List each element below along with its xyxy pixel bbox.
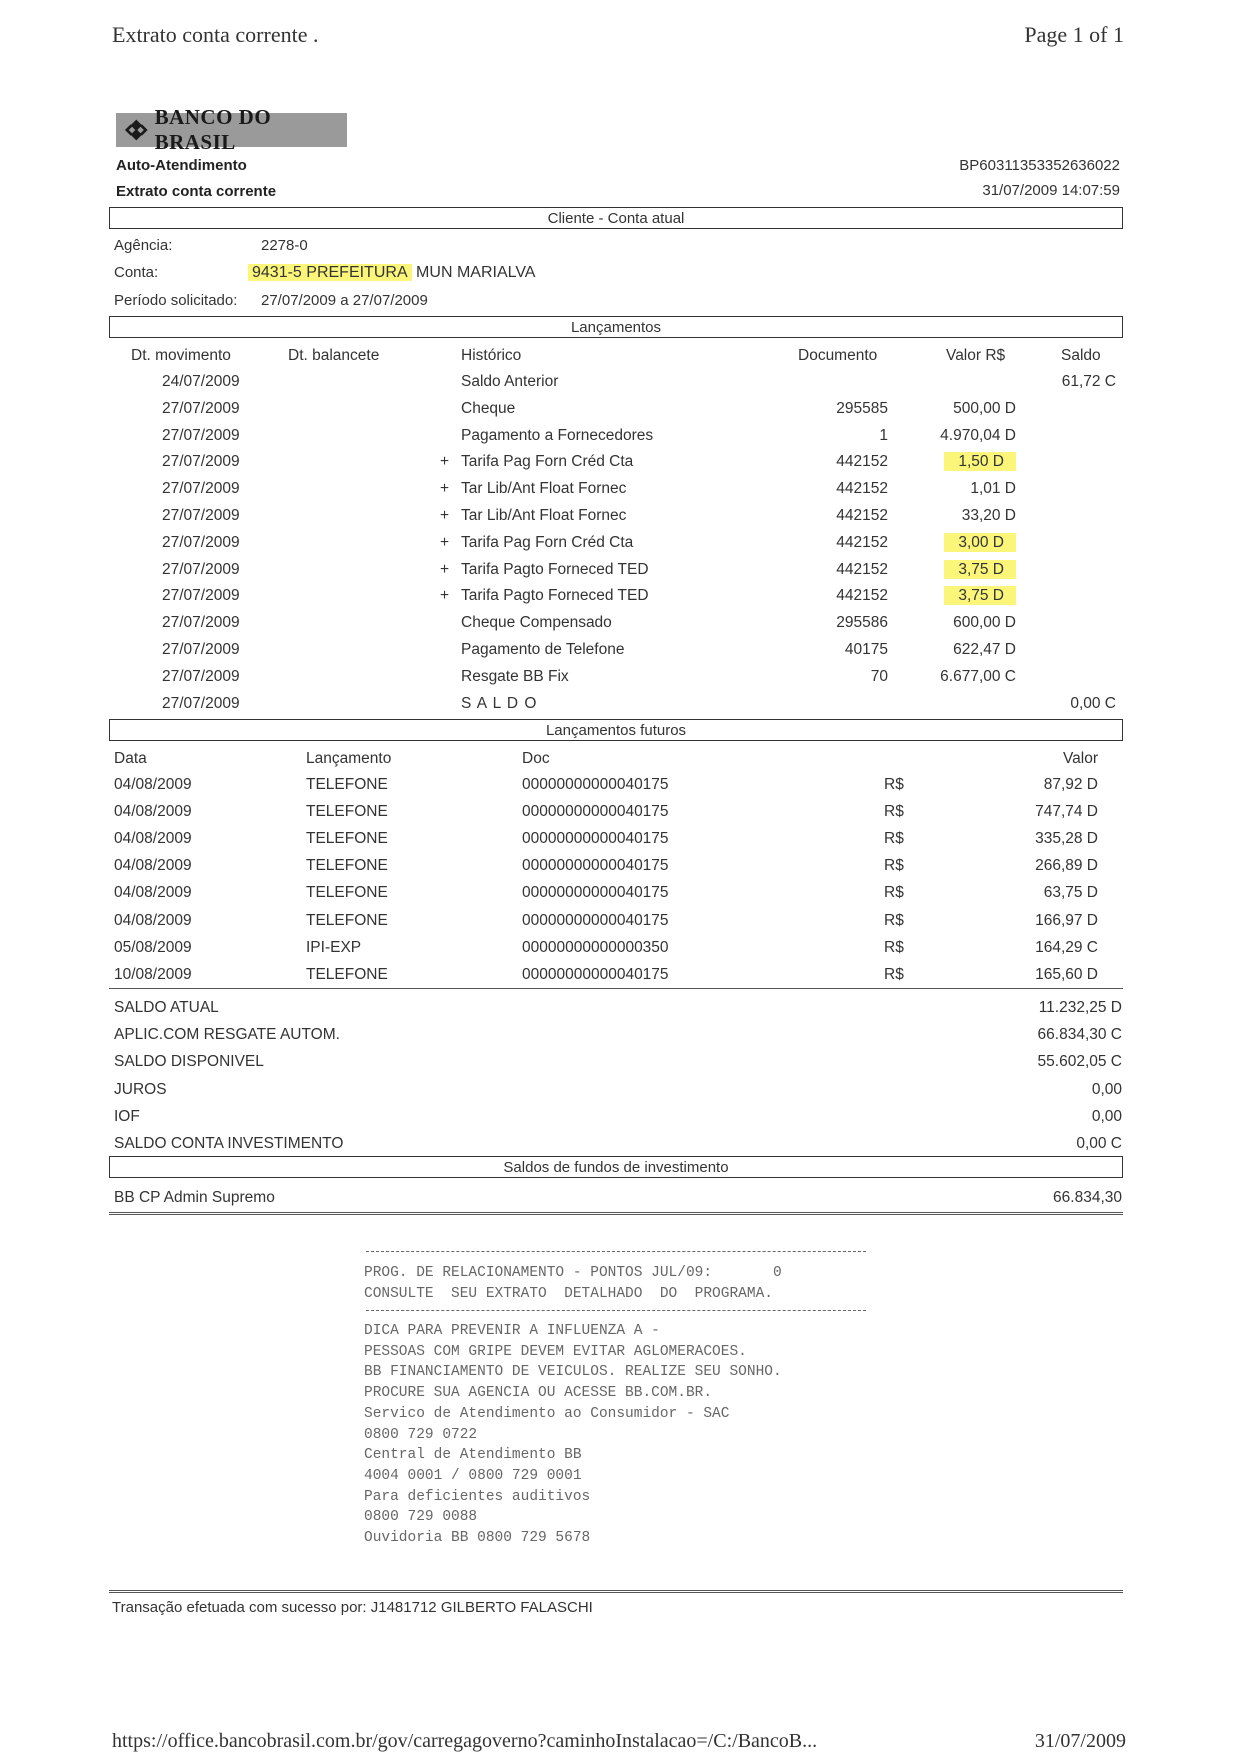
resumo-value: 0,00 C [1076,1135,1122,1152]
conta-number: 9431-5 PREFEITURA [248,264,412,281]
futuro-currency: R$ [884,911,904,929]
conta-name: MUN MARIALVA [411,264,536,281]
futuro-currency: R$ [884,884,904,902]
lancamento-date: 27/07/2009 [162,426,240,444]
lancamento-valor [940,664,1016,690]
section-fundos: Saldos de fundos de investimento [109,1156,1123,1178]
print-date: 31/07/2009 [1034,1730,1126,1752]
futuro-currency: R$ [884,938,904,956]
futuro-doc: 00000000000040175 [522,884,669,902]
lancamento-saldo: 0,00 C [1070,694,1116,712]
resumo-value: 0,00 [1091,1107,1122,1125]
fundos-divider [109,1212,1123,1215]
document-type: Extrato conta corrente [116,183,277,200]
lancamento-valor [944,557,1016,583]
lancamento-plus-sign: + [440,533,450,551]
lancamento-valor [953,637,1016,663]
futuro-currency: R$ [884,830,904,848]
logo-text: BANCO DO BRASIL [154,105,272,154]
conta-label: Conta: [114,264,159,281]
futuro-valor: 165,60 D [1035,965,1098,983]
futuro-data: 04/08/2009 [114,830,192,848]
futuro-lancamento: TELEFONE [306,803,388,821]
document-code: BP60311353352636022 [959,157,1120,174]
futuro-currency: R$ [884,965,904,983]
lancamento-valor [962,503,1016,529]
periodo-label: Período solicitado: [114,292,238,309]
lancamento-historico: Cheque Compensado [461,614,612,632]
header-dt-balancete: Dt. balancete [288,347,380,364]
lancamento-valor [944,583,1016,609]
lancamento-historico: Tar Lib/Ant Float Fornec [461,480,627,498]
lancamento-valor-text: 3,00 D [944,533,1016,552]
lancamento-historico: Resgate BB Fix [461,667,569,685]
header-historico: Histórico [461,347,522,364]
lancamento-valor-text: 3,75 D [944,560,1016,579]
futuro-currency: R$ [884,803,904,821]
service-name: Auto-Atendimento [116,157,247,174]
lancamento-plus-sign: + [440,587,450,605]
futuro-lancamento: IPI-EXP [306,938,362,956]
lancamento-historico: Saldo Anterior [461,373,559,390]
lancamento-documento: 442152 [836,587,888,605]
futuro-data: 04/08/2009 [114,911,192,929]
lancamento-historico: Pagamento a Fornecedores [461,426,654,444]
notice-line-1: PROG. DE RELACIONAMENTO - PONTOS JUL/09: 0 [364,1265,782,1281]
futuro-doc: 00000000000040175 [522,803,669,821]
fundo-name: BB CP Admin Supremo [114,1189,275,1206]
lancamento-valor [970,476,1016,502]
section-cliente: Cliente - Conta atual [109,207,1123,229]
lancamento-historico: Tarifa Pagto Forneced TED [461,587,649,605]
futuro-lancamento: TELEFONE [306,830,388,848]
lancamento-valor-text: 33,20 D [961,507,1016,524]
header-data: Data [114,750,147,767]
header-dt-movimento: Dt. movimento [131,347,231,364]
futuro-doc: 00000000000040175 [522,965,669,983]
lancamento-documento: 295585 [836,399,888,417]
lancamento-documento: 442152 [836,480,888,498]
page-number: Page 1 of 1 [1024,22,1124,47]
header-documento: Documento [798,347,878,364]
lancamento-valor-text: 4.970,04 D [940,426,1016,444]
futuro-valor: 164,29 C [1035,938,1098,956]
lancamento-valor-text: 3,75 D [944,586,1016,605]
futuro-lancamento: TELEFONE [306,857,388,875]
futuro-lancamento: TELEFONE [306,776,388,793]
futuro-data: 04/08/2009 [114,776,192,793]
lancamento-valor [940,423,1016,449]
resumo-label: SALDO CONTA INVESTIMENTO [114,1135,344,1152]
futuro-doc: 00000000000040175 [522,830,669,848]
lancamento-valor-text: 600,00 D [953,614,1016,632]
lancamento-historico: Cheque [461,399,516,417]
futuro-data: 04/08/2009 [114,857,192,875]
lancamento-saldo: 61,72 C [1061,373,1116,390]
lancamento-date: 27/07/2009 [162,641,240,658]
futuro-lancamento: TELEFONE [306,911,388,929]
resumo-label: SALDO ATUAL [114,999,219,1016]
futuro-doc: 00000000000040175 [522,857,669,875]
lancamento-historico: Tarifa Pagto Forneced TED [461,560,649,578]
lancamento-date: 27/07/2009 [162,480,240,498]
futuro-doc: 00000000000040175 [522,776,669,793]
lancamento-date: 27/07/2009 [162,533,240,551]
lancamento-date: 27/07/2009 [162,560,240,578]
lancamento-documento: 442152 [836,560,888,578]
futuro-doc: 00000000000000350 [522,938,669,956]
resumo-divider [109,988,1123,989]
lancamento-documento: 442152 [836,453,888,471]
lancamento-date: 27/07/2009 [162,694,240,712]
notice-program [364,1263,782,1304]
futuro-valor: 335,28 D [1035,830,1098,848]
lancamento-historico: Pagamento de Telefone [461,641,625,658]
lancamento-plus-sign: + [440,453,450,471]
section-lancamentos: Lançamentos [109,316,1123,338]
bank-logo [116,105,347,154]
notice-dash-middle [366,1310,866,1311]
lancamento-valor-text: 1,01 D [970,480,1016,498]
futuro-valor: 63,75 D [1043,884,1098,902]
notice-line-2: CONSULTE SEU EXTRATO DETALHADO DO PROGRAMA. [364,1285,773,1302]
lancamento-date: 27/07/2009 [162,507,240,524]
lancamento-historico: Tar Lib/Ant Float Fornec [461,507,627,524]
lancamento-documento: 1 [879,426,888,444]
document-datetime: 31/07/2009 14:07:59 [982,182,1120,199]
lancamento-valor-text: 6.677,00 C [940,667,1016,685]
header-valor-futuro: Valor [1062,750,1098,767]
lancamento-valor-text: 1,50 D [944,452,1016,471]
transaction-divider [109,1590,1123,1593]
lancamento-date: 27/07/2009 [162,614,240,632]
lancamento-date: 27/07/2009 [162,587,240,605]
futuro-valor: 166,97 D [1035,911,1098,929]
futuro-lancamento: TELEFONE [306,884,388,902]
resumo-label: SALDO DISPONIVEL [114,1053,264,1071]
lancamento-plus-sign: + [440,480,450,498]
lancamento-historico: Tarifa Pag Forn Créd Cta [461,453,634,471]
futuro-data: 04/08/2009 [114,803,192,821]
header-saldo: Saldo [1061,347,1101,364]
futuro-valor: 87,92 D [1043,776,1098,793]
futuro-data: 10/08/2009 [114,965,192,983]
agencia-label: Agência: [114,237,173,254]
page-url: https://office.bancobrasil.com.br/gov/carregagoverno?caminhoInstalacao=/C:/BancoB... [112,1730,818,1752]
futuro-data: 05/08/2009 [114,938,192,956]
lancamento-plus-sign: + [440,507,450,524]
futuro-doc: 00000000000040175 [522,911,669,929]
lancamento-valor [944,449,1016,475]
header-lancamento: Lançamento [306,750,392,767]
resumo-label: IOF [114,1107,140,1125]
futuro-currency: R$ [884,776,904,793]
resumo-value: 66.834,30 C [1037,1026,1122,1044]
conta-value [248,264,535,282]
futuro-valor: 266,89 D [1035,857,1098,875]
futuro-lancamento: TELEFONE [306,965,388,983]
lancamento-documento: 442152 [836,507,888,524]
lancamento-date: 27/07/2009 [162,667,240,685]
lancamento-valor [953,610,1016,636]
resumo-label: JUROS [114,1080,167,1098]
lancamento-documento: 295586 [836,614,888,632]
section-lancamentos-futuros: Lançamentos futuros [109,719,1123,741]
futuro-valor: 747,74 D [1035,803,1098,821]
lancamento-plus-sign: + [440,560,450,578]
lancamento-valor [953,396,1016,422]
lancamento-valor [944,530,1016,556]
resumo-label: APLIC.COM RESGATE AUTOM. [114,1026,340,1044]
lancamento-date: 24/07/2009 [162,373,240,390]
notice-dash-top [366,1251,866,1252]
lancamento-documento: 40175 [844,641,888,658]
lancamento-valor-text: 622,47 D [953,641,1016,658]
resumo-value: 11.232,25 D [1038,999,1122,1016]
resumo-value: 0,00 [1091,1080,1122,1098]
resumo-value: 55.602,05 C [1037,1053,1122,1071]
transaction-status: Transação efetuada com sucesso por: J1481712 GILBERTO FALASCHI [112,1599,593,1616]
header-valor: Valor R$ [946,347,1006,364]
header-doc: Doc [522,750,550,767]
futuro-currency: R$ [884,857,904,875]
lancamento-historico: S A L D O [461,694,538,712]
page-title: Extrato conta corrente . [112,22,319,47]
futuro-data: 04/08/2009 [114,884,192,902]
lancamento-documento: 70 [870,667,888,685]
agencia-value: 2278-0 [261,237,308,254]
lancamento-documento: 442152 [836,533,888,551]
lancamento-date: 27/07/2009 [162,453,240,471]
lancamento-date: 27/07/2009 [162,399,240,417]
fundo-value: 66.834,30 [1053,1189,1122,1206]
periodo-value: 27/07/2009 a 27/07/2009 [261,292,428,309]
notice-body: DICA PARA PREVENIR A INFLUENZA A - PESSOAS COM GRIPE DEVEM EVITAR AGLOMERACOES. BB FINANCIAMENTO DE VEICULOS. REALIZE SEU SONHO. PROCURE SUA AGENCIA OU ACESSE BB.COM.BR. Servico de Atendimento ao Consumidor - SAC 0800 729 0722 Central de Atendimento BB 4004 0001 / 0800 729 0001 Para deficientes auditivos 0800 729 0088 Ouvidoria BB 0800 729 5678 [364,1323,782,1547]
banco-do-brasil-logo-icon [124,118,149,142]
lancamento-historico: Tarifa Pag Forn Créd Cta [461,533,634,551]
lancamento-valor-text: 500,00 D [953,399,1016,417]
